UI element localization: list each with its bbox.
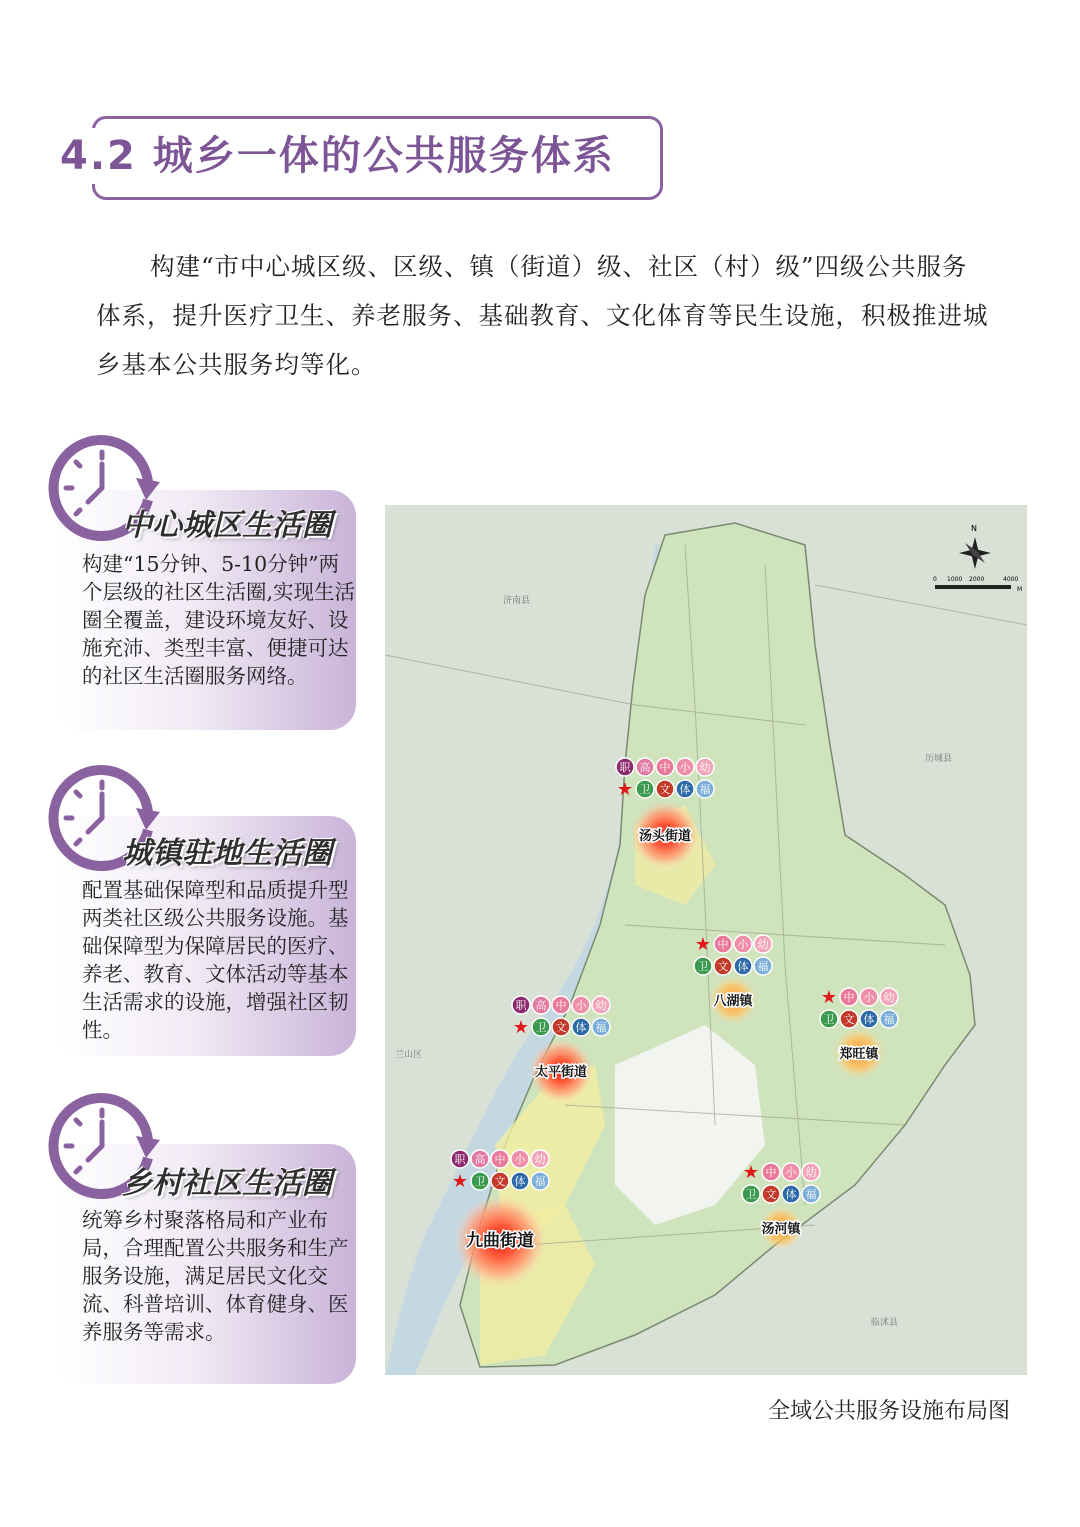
facility-badge-label: 职 — [619, 761, 631, 774]
star-icon: ★ — [820, 987, 838, 1008]
facility-badge-label: 卫 — [535, 1021, 547, 1034]
svg-text:N: N — [971, 524, 977, 533]
star-icon: ★ — [616, 779, 634, 800]
center-label: 汤头街道 — [638, 829, 692, 844]
facility-badge-label: 幼 — [699, 761, 711, 774]
facility-badge-label: 幼 — [805, 1166, 817, 1179]
facility-badge-label: 中 — [659, 761, 671, 774]
facility-badge-label: 体 — [863, 1013, 875, 1026]
svg-text:2000: 2000 — [969, 576, 985, 583]
facility-badge-label: 小 — [737, 938, 749, 951]
facility-badge-label: 小 — [679, 761, 691, 774]
county-label: 兰山区 — [395, 1050, 423, 1060]
facility-badge-label: 幼 — [883, 991, 895, 1004]
svg-text:4000: 4000 — [1003, 576, 1019, 583]
facility-badge-label: 文 — [494, 1175, 506, 1188]
card-body: 构建“15分钟、5-10分钟”两个层级的社区生活圈,实现生活圈全覆盖，建设环境友好、设施充沛、类型丰富、便捷可达的社区生活圈服务网络。 — [82, 552, 356, 688]
star-icon: ★ — [512, 1017, 530, 1038]
facility-badge-label: 福 — [883, 1013, 895, 1026]
center-label: 八湖镇 — [713, 994, 753, 1009]
facility-badge-label: 体 — [785, 1188, 797, 1201]
card-body: 统筹乡村聚落格局和产业布局，合理配置公共服务和生产服务设施，满足居民文化交流、科普培训、体育健身、医养服务等需求。 — [82, 1208, 349, 1344]
facility-badge-label: 体 — [514, 1175, 526, 1188]
center-label: 九曲街道 — [466, 1231, 534, 1251]
facility-badge-label: 职 — [454, 1153, 466, 1166]
county-label: 临沭县 — [871, 1318, 899, 1328]
facility-badge-label: 中 — [555, 999, 567, 1012]
facility-badge-label: 文 — [717, 960, 729, 973]
svg-text:M: M — [1017, 586, 1023, 593]
svg-text:1000: 1000 — [947, 576, 963, 583]
intro-paragraph: 构建“市中心城区级、区级、镇（街道）级、社区（村）级”四级公共服务体系，提升医疗卫生、养老服务、基础教育、文化体育等民生设施，积极推进城乡基本公共服务均等化。 — [96, 252, 989, 379]
facility-badge-label: 文 — [555, 1021, 567, 1034]
facility-badge-label: 卫 — [823, 1013, 835, 1026]
facility-badge-label: 高 — [474, 1153, 486, 1166]
facility-badge-label: 幼 — [595, 999, 607, 1012]
facility-badge-label: 中 — [765, 1166, 777, 1179]
facility-badge-label: 卫 — [639, 783, 651, 796]
center-label: 郑旺镇 — [839, 1047, 879, 1062]
facility-badge-label: 福 — [699, 783, 711, 796]
center-label: 汤河镇 — [761, 1222, 801, 1237]
county-label: 历城县 — [925, 754, 953, 764]
star-icon: ★ — [694, 934, 712, 955]
facility-badge-label: 卫 — [697, 960, 709, 973]
facility-badge-label: 文 — [765, 1188, 777, 1201]
facility-badge-label: 中 — [494, 1153, 506, 1166]
facility-badge-label: 小 — [863, 991, 875, 1004]
facility-badge-label: 福 — [534, 1175, 546, 1188]
card-title: 乡村社区生活圈 — [122, 1166, 332, 1201]
facility-badge-label: 文 — [659, 783, 671, 796]
facility-badge-label: 小 — [575, 999, 587, 1012]
card-title: 中心城区生活圈 — [122, 508, 332, 543]
facility-badge-label: 幼 — [757, 938, 769, 951]
facility-badge-label: 福 — [757, 960, 769, 973]
section-title: 4.2 城乡一体的公共服务体系 — [52, 128, 623, 184]
public-service-map — [385, 505, 1027, 1375]
svg-text:0: 0 — [933, 576, 937, 583]
card-body: 配置基础保障型和品质提升型两类社区级公共服务设施。基础保障型为保障居民的医疗、养老、教育、文体活动等基本生活需求的设施，增强社区韧性。 — [82, 878, 349, 1042]
facility-badge-label: 中 — [717, 938, 729, 951]
star-icon: ★ — [742, 1162, 760, 1183]
center-label: 太平街道 — [534, 1065, 588, 1080]
facility-badge-label: 幼 — [534, 1153, 546, 1166]
facility-badge-label: 体 — [679, 783, 691, 796]
facility-badge-label: 文 — [843, 1013, 855, 1026]
facility-badge-label: 中 — [843, 991, 855, 1004]
facility-badge-label: 卫 — [474, 1175, 486, 1188]
facility-badge-label: 卫 — [745, 1188, 757, 1201]
facility-badge-label: 高 — [639, 761, 651, 774]
facility-badge-label: 小 — [785, 1166, 797, 1179]
county-label: 济南县 — [503, 596, 531, 606]
map-caption: 全域公共服务设施布局图 — [768, 1399, 1011, 1424]
facility-badge-label: 福 — [805, 1188, 817, 1201]
facility-badge-label: 职 — [515, 999, 527, 1012]
card-title: 城镇驻地生活圈 — [122, 836, 332, 871]
star-icon: ★ — [451, 1171, 469, 1192]
facility-badge-label: 福 — [595, 1021, 607, 1034]
facility-badge-label: 小 — [514, 1153, 526, 1166]
facility-badge-label: 体 — [737, 960, 749, 973]
facility-badge-label: 体 — [575, 1021, 587, 1034]
facility-badge-label: 高 — [535, 999, 547, 1012]
